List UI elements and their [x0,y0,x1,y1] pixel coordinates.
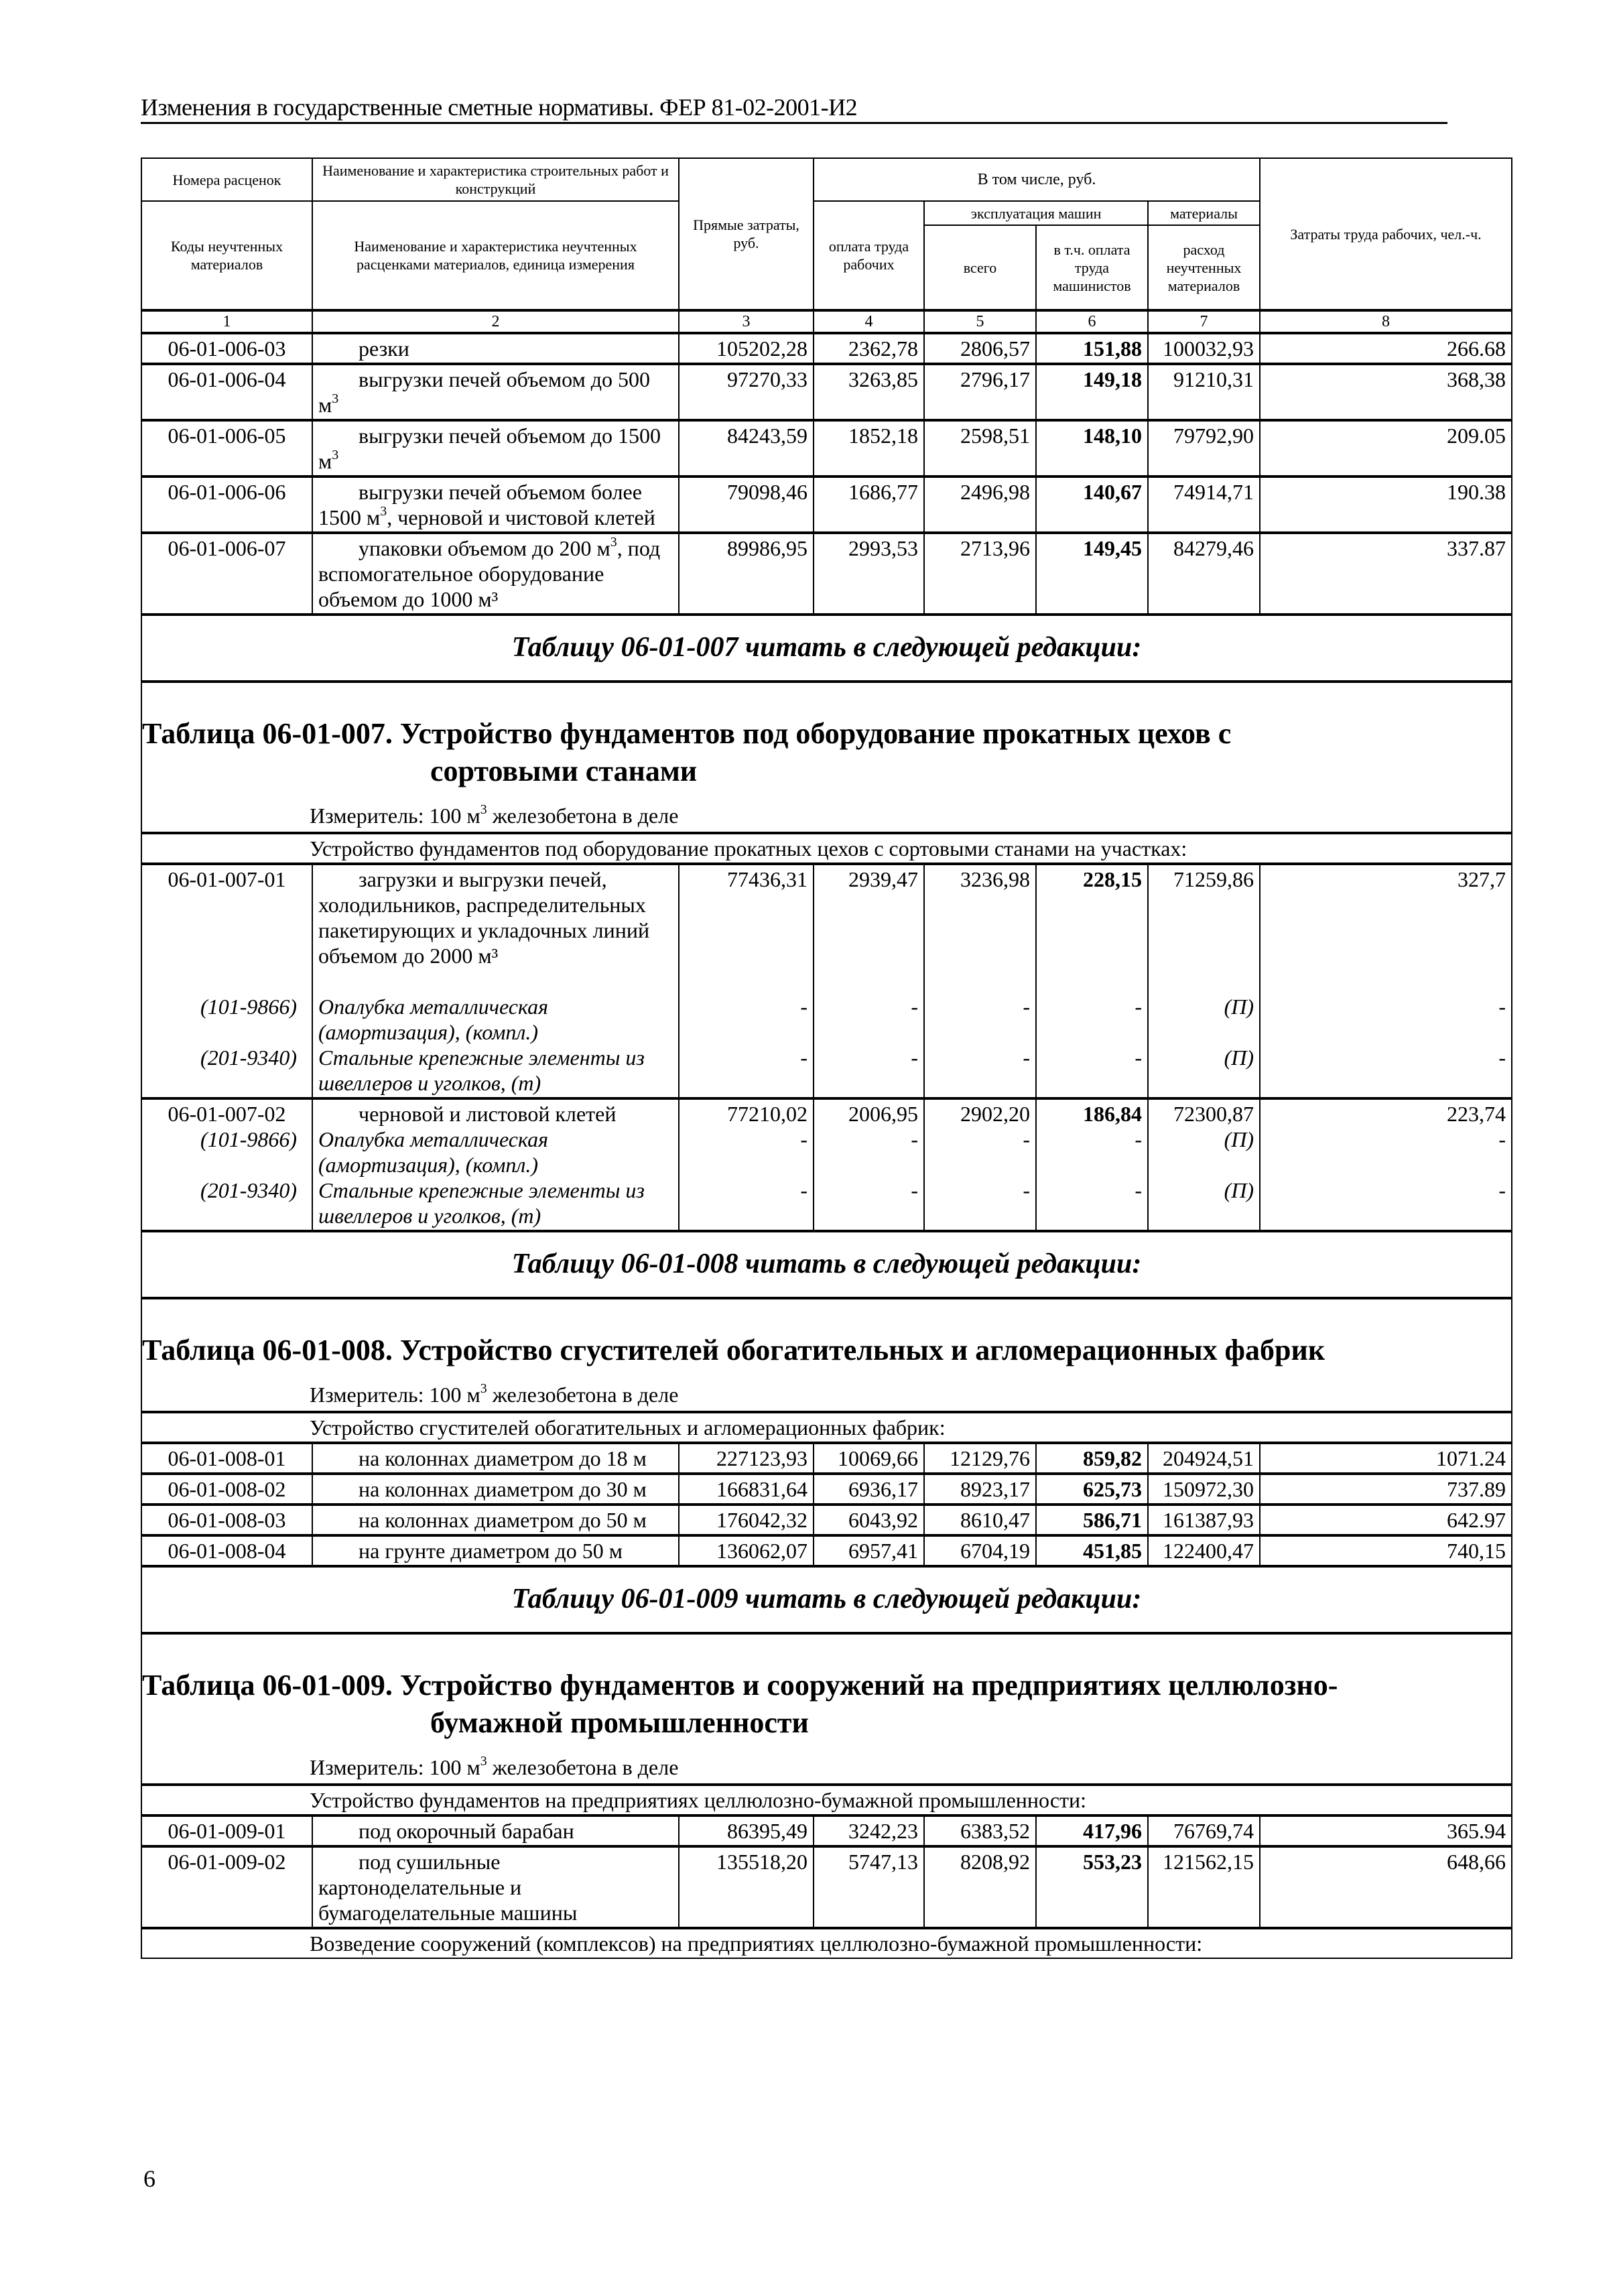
column-numbers-row [141,310,1512,333]
table-009-measure [142,1742,1511,1783]
material-code: (201-9340) [200,1045,297,1070]
direct-costs: 135518,20 [679,1846,814,1928]
work-description: на колоннах диаметром до 30 м [312,1474,679,1505]
column-number: 5 [924,310,1036,333]
work-description [312,533,679,615]
direct-costs: 97270,33 [679,364,814,420]
page-header-title: Изменения в государственные сметные нормативы. ФЕР 81-02-2001-И2 [141,94,858,121]
column-number: 2 [312,310,679,333]
machinist-pay: 451,85 [1036,1535,1148,1566]
table-009-section2: Возведение сооружений (комплексов) на предприятиях целлюлозно-бумажной промышленности: [141,1928,1512,1958]
labor-hours: 337.87 [1260,533,1512,615]
work-description: на колоннах диаметром до 50 м [312,1505,679,1535]
worker-pay: 10069,66 [814,1443,924,1474]
work-description [312,364,679,420]
measure-prefix: Измеритель: 100 м [310,1755,480,1779]
worker-pay: 3263,85 [814,364,924,420]
labor-hours [1260,864,1512,1098]
work-description-text: черновой и листовой клетей [359,1102,617,1126]
table-007-section-row [141,833,1512,864]
worker-pay: 6043,92 [814,1505,924,1535]
superscript: 3 [380,504,387,519]
header-rule [141,122,1447,124]
work-description: на грунте диаметром до 50 м [312,1535,679,1566]
header-work-name: Наименование и характеристика строительных работ и конструкций [312,158,679,201]
direct-costs: 166831,64 [679,1474,814,1505]
table-007-title-cell [141,682,1512,833]
machinist-pay: 417,96 [1036,1815,1148,1846]
rate-code [141,1098,312,1231]
table-007-title-row [141,682,1512,833]
machines-total: 2496,98 [924,476,1036,533]
superscript: 3 [332,448,339,462]
table-008-title-row [141,1298,1512,1412]
superscript: 3 [610,535,617,550]
value: 77436,31 [727,867,807,891]
labor-hours: 209.05 [1260,420,1512,476]
value: - [1135,1127,1142,1151]
work-description: на колоннах диаметром до 18 м [312,1443,679,1474]
table-009-title-cell [141,1633,1512,1785]
rate-code: 06-01-006-05 [141,420,312,476]
direct-costs [679,864,814,1098]
machines-total: 2598,51 [924,420,1036,476]
value: 327,7 [1458,867,1506,891]
table-008-title-cell [141,1298,1512,1412]
value: - [1023,995,1030,1019]
table-007-title-line2: сортовыми станами [430,755,698,787]
worker-pay: 1852,18 [814,420,924,476]
worker-pay: 3242,23 [814,1815,924,1846]
table-008-section-row [141,1412,1512,1443]
table-row [141,1474,1512,1505]
worker-pay: 1686,77 [814,476,924,533]
work-description [312,476,679,533]
table-row [141,1815,1512,1846]
direct-costs: 89986,95 [679,533,814,615]
column-number: 6 [1036,310,1148,333]
table-009-section2-row [141,1928,1512,1958]
header-material-name: Наименование и характеристика неучтенных расценками материалов, единица измерения [312,201,679,310]
superscript: 3 [332,391,339,406]
material-description: Опалубка металлическая (амортизация), (компл.) [318,995,549,1044]
work-description: под сушильные картоноделательные и бумагоделательные машины [312,1846,679,1928]
machinist-pay: 859,82 [1036,1443,1148,1474]
table-009-section-row [141,1785,1512,1815]
rate-code: 06-01-008-02 [141,1474,312,1505]
header-direct-costs: Прямые затраты, руб. [679,158,814,310]
work-description [312,864,679,1098]
table-row [141,1535,1512,1566]
table-row [141,864,1512,1098]
estimate-table [141,157,1512,1959]
measure-suffix: железобетона в деле [487,804,679,828]
table-008-measure [142,1369,1511,1411]
page-number: 6 [143,2165,155,2192]
table-007-section: Устройство фундаментов под оборудование прокатных цехов с сортовыми станами на участках: [141,833,1512,864]
machines-total: 2806,57 [924,333,1036,364]
machines-total: 6383,52 [924,1815,1036,1846]
measure-suffix: железобетона в деле [487,1755,679,1779]
materials: 91210,31 [1148,364,1260,420]
machinist-pay [1036,864,1148,1098]
column-number: 3 [679,310,814,333]
rate-code: 06-01-008-04 [141,1535,312,1566]
material-code: (101-9866) [200,1127,297,1151]
worker-pay: 5747,13 [814,1846,924,1928]
superscript: 3 [480,1754,487,1769]
materials: 121562,15 [1148,1846,1260,1928]
value: - [911,995,918,1019]
machines-total: 12129,76 [924,1443,1036,1474]
materials: 150972,30 [1148,1474,1260,1505]
header-machinist-pay: в т.ч. оплата труда машинистов [1036,225,1148,310]
table-row [141,533,1512,615]
rate-code [141,864,312,1098]
header-material-consumption: расход неучтенных материалов [1148,225,1260,310]
material-description: Стальные крепежные элементы из швеллеров и уголков, (т) [318,1178,645,1228]
table-008-banner-row [141,1231,1512,1298]
machinist-pay: 149,45 [1036,533,1148,615]
machines-total: 8923,17 [924,1474,1036,1505]
labor-hours: 642.97 [1260,1505,1512,1535]
worker-pay: 6957,41 [814,1535,924,1566]
table-007-banner-row [141,615,1512,682]
machines-total [924,1098,1036,1231]
value: (П) [1224,995,1254,1019]
table-row [141,1443,1512,1474]
labor-hours [1260,1098,1512,1231]
direct-costs: 105202,28 [679,333,814,364]
value: 186,84 [1083,1102,1142,1126]
table-008-banner: Таблицу 06-01-008 читать в следующей редакции: [141,1231,1512,1298]
measure-prefix: Измеритель: 100 м [310,1383,480,1407]
materials: 100032,93 [1148,333,1260,364]
header-materials: материалы [1148,201,1260,225]
rate-code-text: 06-01-007-01 [168,867,286,891]
table-007-banner: Таблицу 06-01-007 читать в следующей редакции: [141,615,1512,682]
worker-pay: 6936,17 [814,1474,924,1505]
labor-hours: 266.68 [1260,333,1512,364]
value: - [1135,1178,1142,1202]
materials [1148,864,1260,1098]
material-description: Опалубка металлическая (амортизация), (компл.) [318,1127,549,1177]
rate-code: 06-01-006-07 [141,533,312,615]
worker-pay: 2362,78 [814,333,924,364]
work-description [312,1098,679,1231]
value: - [1498,995,1506,1019]
superscript: 3 [480,1381,487,1396]
value: - [800,1045,807,1070]
value: (П) [1224,1178,1254,1202]
labor-hours: 365.94 [1260,1815,1512,1846]
direct-costs: 136062,07 [679,1535,814,1566]
materials: 76769,74 [1148,1815,1260,1846]
rate-code: 06-01-008-03 [141,1505,312,1535]
rate-code: 06-01-008-01 [141,1443,312,1474]
table-row [141,1505,1512,1535]
table-009-banner-row [141,1566,1512,1633]
description-tail: , черновой и чистовой клетей [387,505,655,529]
table-row [141,1846,1512,1928]
header-including: В том числе, руб. [814,158,1260,201]
value: - [1023,1127,1030,1151]
value: - [1023,1178,1030,1202]
table-007-title [142,683,1511,790]
table-009-title-line1: Таблица 06-01-009. Устройство фундаментов и сооружений на предприятиях целлюлозно- [142,1669,1338,1702]
machines-total: 6704,19 [924,1535,1036,1566]
labor-hours: 737.89 [1260,1474,1512,1505]
value: - [1023,1045,1030,1070]
work-description [312,420,679,476]
labor-hours: 648,66 [1260,1846,1512,1928]
table-007-title-line1: Таблица 06-01-007. Устройство фундаментов под оборудование прокатных цехов с [142,717,1232,750]
materials: 74914,71 [1148,476,1260,533]
material-code: (201-9340) [200,1178,297,1202]
table-009-section: Устройство фундаментов на предприятиях целлюлозно-бумажной промышленности: [141,1785,1512,1815]
header-worker-pay: оплата труда рабочих [814,201,924,310]
material-description: Стальные крепежные элементы из швеллеров и уголков, (т) [318,1045,645,1095]
table-row [141,1098,1512,1231]
direct-costs: 84243,59 [679,420,814,476]
table-007-measure [142,790,1511,832]
column-number: 8 [1260,310,1512,333]
labor-hours: 740,15 [1260,1535,1512,1566]
column-number: 1 [141,310,312,333]
value: 228,15 [1083,867,1142,891]
value: 223,74 [1447,1102,1506,1126]
header-rate-numbers: Номера расценок [141,158,312,201]
value: - [800,995,807,1019]
description-text: упаковки объемом до 200 м [359,536,610,560]
labor-hours: 1071.24 [1260,1443,1512,1474]
header-material-codes: Коды неучтенных материалов [141,201,312,310]
table-009-title-row [141,1633,1512,1785]
machines-total: 2796,17 [924,364,1036,420]
worker-pay: 2993,53 [814,533,924,615]
description-tail: , под вспомогательное оборудование объемом до 1000 м³ [318,536,661,611]
value: - [911,1045,918,1070]
value: - [1135,1045,1142,1070]
materials: 79792,90 [1148,420,1260,476]
machines-total: 8610,47 [924,1505,1036,1535]
value: (П) [1224,1127,1254,1151]
machines-total: 8208,92 [924,1846,1036,1928]
materials [1148,1098,1260,1231]
machinist-pay: 148,10 [1036,420,1148,476]
value: (П) [1224,1045,1254,1070]
worker-pay [814,1098,924,1231]
value: - [800,1178,807,1202]
description-text: выгрузки печей объемом до 1500 м [318,424,661,473]
table-row [141,420,1512,476]
rate-code: 06-01-009-02 [141,1846,312,1928]
machines-total [924,864,1036,1098]
material-code: (101-9866) [200,995,297,1019]
table-row [141,333,1512,364]
table-row [141,364,1512,420]
rate-code: 06-01-009-01 [141,1815,312,1846]
labor-hours: 368,38 [1260,364,1512,420]
value: 77210,02 [727,1102,807,1126]
value: 72300,87 [1173,1102,1254,1126]
machinist-pay: 149,18 [1036,364,1148,420]
machines-total: 2713,96 [924,533,1036,615]
value: 71259,86 [1173,867,1254,891]
value: 2939,47 [848,867,918,891]
direct-costs [679,1098,814,1231]
description-text: выгрузки печей объемом более 1500 м [318,480,642,529]
materials: 161387,93 [1148,1505,1260,1535]
rate-code-text: 06-01-007-02 [168,1102,286,1126]
value: - [911,1178,918,1202]
description-text: выгрузки печей объемом до 500 м [318,367,650,417]
value: - [1498,1127,1506,1151]
work-description: резки [312,333,679,364]
table-008-title: Таблица 06-01-008. Устройство сгустителей обогатительных и агломерационных фабрик [142,1334,1326,1366]
header-row-1 [141,158,1512,201]
header-machines-total: всего [924,225,1036,310]
direct-costs: 86395,49 [679,1815,814,1846]
value: - [1498,1045,1506,1070]
rate-code: 06-01-006-06 [141,476,312,533]
work-description: под окорочный барабан [312,1815,679,1846]
value: - [1498,1178,1506,1202]
materials: 204924,51 [1148,1443,1260,1474]
direct-costs: 227123,93 [679,1443,814,1474]
value: - [911,1127,918,1151]
measure-prefix: Измеритель: 100 м [310,804,480,828]
machinist-pay: 625,73 [1036,1474,1148,1505]
column-number: 4 [814,310,924,333]
rate-code: 06-01-006-04 [141,364,312,420]
measure-suffix: железобетона в деле [487,1383,679,1407]
work-description-text: загрузки и выгрузки печей, холодильников, распределительных пакетирующих и укладочных линий объемом до 2000 м³ [318,867,650,968]
machinist-pay [1036,1098,1148,1231]
worker-pay [814,864,924,1098]
table-009-banner: Таблицу 06-01-009 читать в следующей редакции: [141,1566,1512,1633]
machinist-pay: 140,67 [1036,476,1148,533]
rate-code: 06-01-006-03 [141,333,312,364]
header-machine-operation: эксплуатация машин [924,201,1148,225]
value: - [800,1127,807,1151]
value: 2006,95 [848,1102,918,1126]
header-labor-costs: Затраты труда рабочих, чел.-ч. [1260,158,1512,310]
value: 3236,98 [960,867,1030,891]
materials: 122400,47 [1148,1535,1260,1566]
labor-hours: 190.38 [1260,476,1512,533]
table-009-title-line2: бумажной промышленности [430,1706,809,1739]
table-009-title [142,1635,1511,1742]
table-008-section: Устройство сгустителей обогатительных и агломерационных фабрик: [141,1412,1512,1443]
direct-costs: 79098,46 [679,476,814,533]
value: 2902,20 [960,1102,1030,1126]
machinist-pay: 586,71 [1036,1505,1148,1535]
table-row [141,476,1512,533]
machinist-pay: 553,23 [1036,1846,1148,1928]
machinist-pay: 151,88 [1036,333,1148,364]
column-number: 7 [1148,310,1260,333]
superscript: 3 [480,802,487,817]
materials: 84279,46 [1148,533,1260,615]
direct-costs: 176042,32 [679,1505,814,1535]
value: - [1135,995,1142,1019]
